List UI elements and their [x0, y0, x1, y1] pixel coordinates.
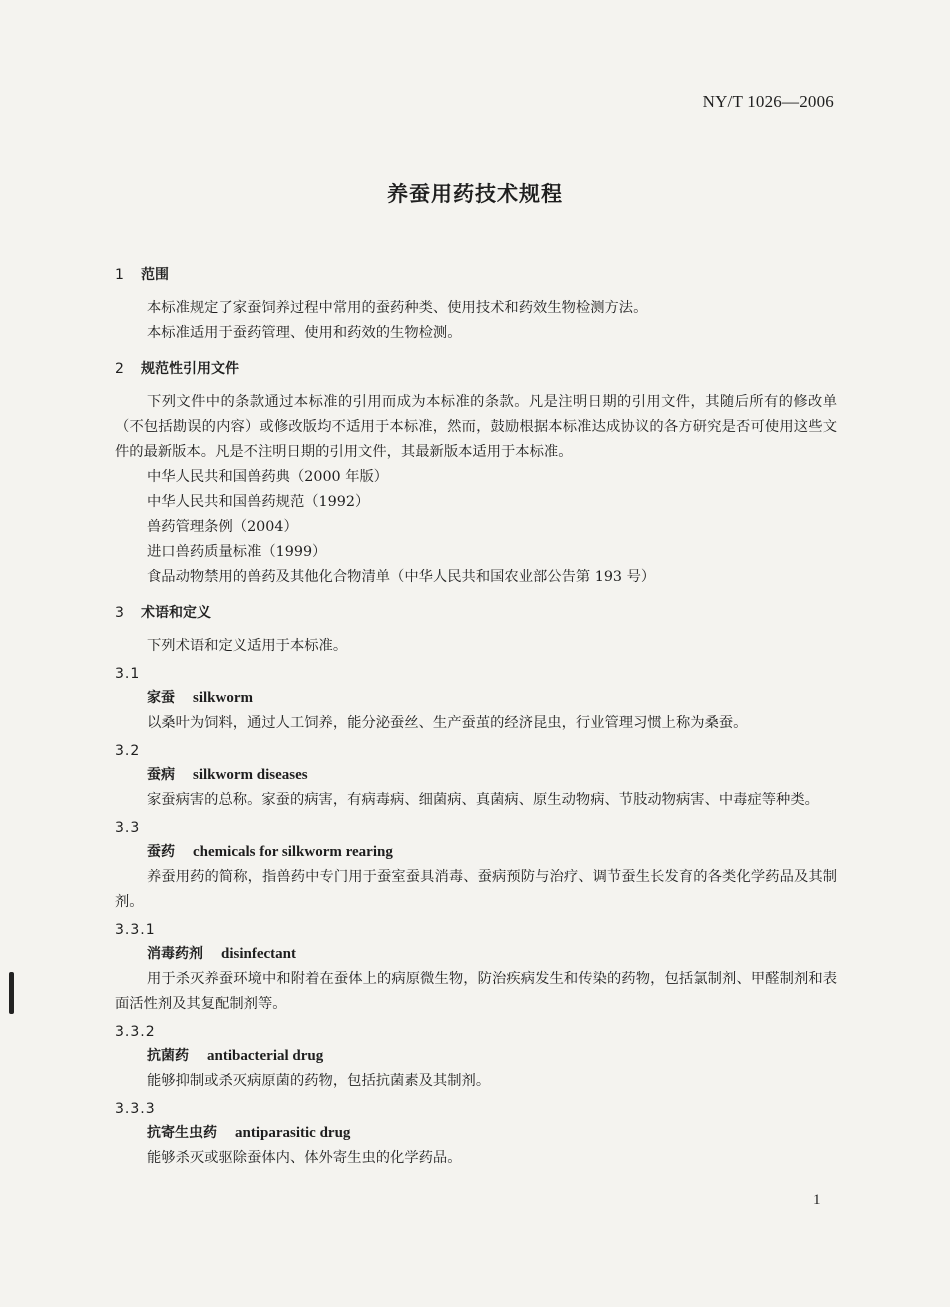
section-heading-terms: 3 术语和定义: [115, 605, 211, 621]
document-title: 养蚕用药技术规程: [387, 182, 563, 206]
term-number: 3.3.1: [115, 922, 156, 938]
term-number: 3.3: [115, 820, 141, 836]
paragraph: 本标准适用于蚕药管理、使用和药效的生物检测。: [147, 325, 462, 341]
reference-item: 食品动物禁用的兽药及其他化合物清单（中华人民共和国农业部公告第 193 号）: [147, 569, 656, 585]
reference-item: 中华人民共和国兽药规范（1992）: [147, 494, 370, 510]
term-number: 3.1: [115, 666, 141, 682]
document-body: [115, 252, 837, 1171]
term-heading: 蚕药 chemicals for silkworm rearing: [147, 844, 393, 860]
term-definition: 能够抑制或杀灭病原菌的药物，包括抗菌素及其制剂。: [147, 1073, 491, 1089]
section-heading-scope: 1 范围: [115, 267, 169, 283]
scan-binding-mark: [9, 972, 14, 1014]
paragraph: 下列术语和定义适用于本标准。: [147, 638, 348, 654]
paragraph: 本标准规定了家蚕饲养过程中常用的蚕药种类、使用技术和药效生物检测方法。: [147, 300, 648, 316]
term-heading: 抗寄生虫药 antiparasitic drug: [147, 1125, 351, 1141]
term-heading: 消毒药剂 disinfectant: [147, 946, 296, 962]
paragraph: 下列文件中的条款通过本标准的引用而成为本标准的条款。凡是注明日期的引用文件，其随后所有的修改单（不包括勘误的内容）或修改版均不适用于本标准，然而，鼓励根据本标准达成协议的各方研究是否可使用这些文件的最新版本。凡是不注明日期的引用文件，其最新版本适用于本标准。: [115, 394, 837, 460]
term-heading: 家蚕 silkworm: [147, 690, 253, 706]
page-number: 1: [813, 1192, 821, 1208]
term-number: 3.2: [115, 743, 141, 759]
reference-item: 兽药管理条例（2004）: [147, 519, 298, 535]
term-definition: 以桑叶为饲料，通过人工饲养，能分泌蚕丝、生产蚕茧的经济昆虫，行业管理习惯上称为桑蚕。: [147, 715, 748, 731]
term-number: 3.3.2: [115, 1024, 156, 1040]
term-definition: 能够杀灭或驱除蚕体内、体外寄生虫的化学药品。: [147, 1150, 462, 1166]
section-heading-references: 2 规范性引用文件: [115, 361, 239, 377]
reference-item: 中华人民共和国兽药典（2000 年版）: [147, 469, 389, 485]
reference-item: 进口兽药质量标准（1999）: [147, 544, 327, 560]
term-definition: 家蚕病害的总称。家蚕的病害，有病毒病、细菌病、真菌病、原生动物病、节肢动物病害、中毒症等种类。: [147, 792, 819, 808]
term-definition: 用于杀灭养蚕环境中和附着在蚕体上的病原微生物，防治疾病发生和传染的药物，包括氯制剂、甲醛制剂和表面活性剂及其复配制剂等。: [115, 971, 837, 1012]
standard-code: NY/T 1026—2006: [702, 92, 834, 111]
term-heading: 抗菌药 antibacterial drug: [147, 1048, 324, 1064]
term-number: 3.3.3: [115, 1101, 156, 1117]
term-definition: 养蚕用药的简称，指兽药中专门用于蚕室蚕具消毒、蚕病预防与治疗、调节蚕生长发育的各类化学药品及其制剂。: [115, 869, 837, 910]
term-heading: 蚕病 silkworm diseases: [147, 767, 308, 783]
